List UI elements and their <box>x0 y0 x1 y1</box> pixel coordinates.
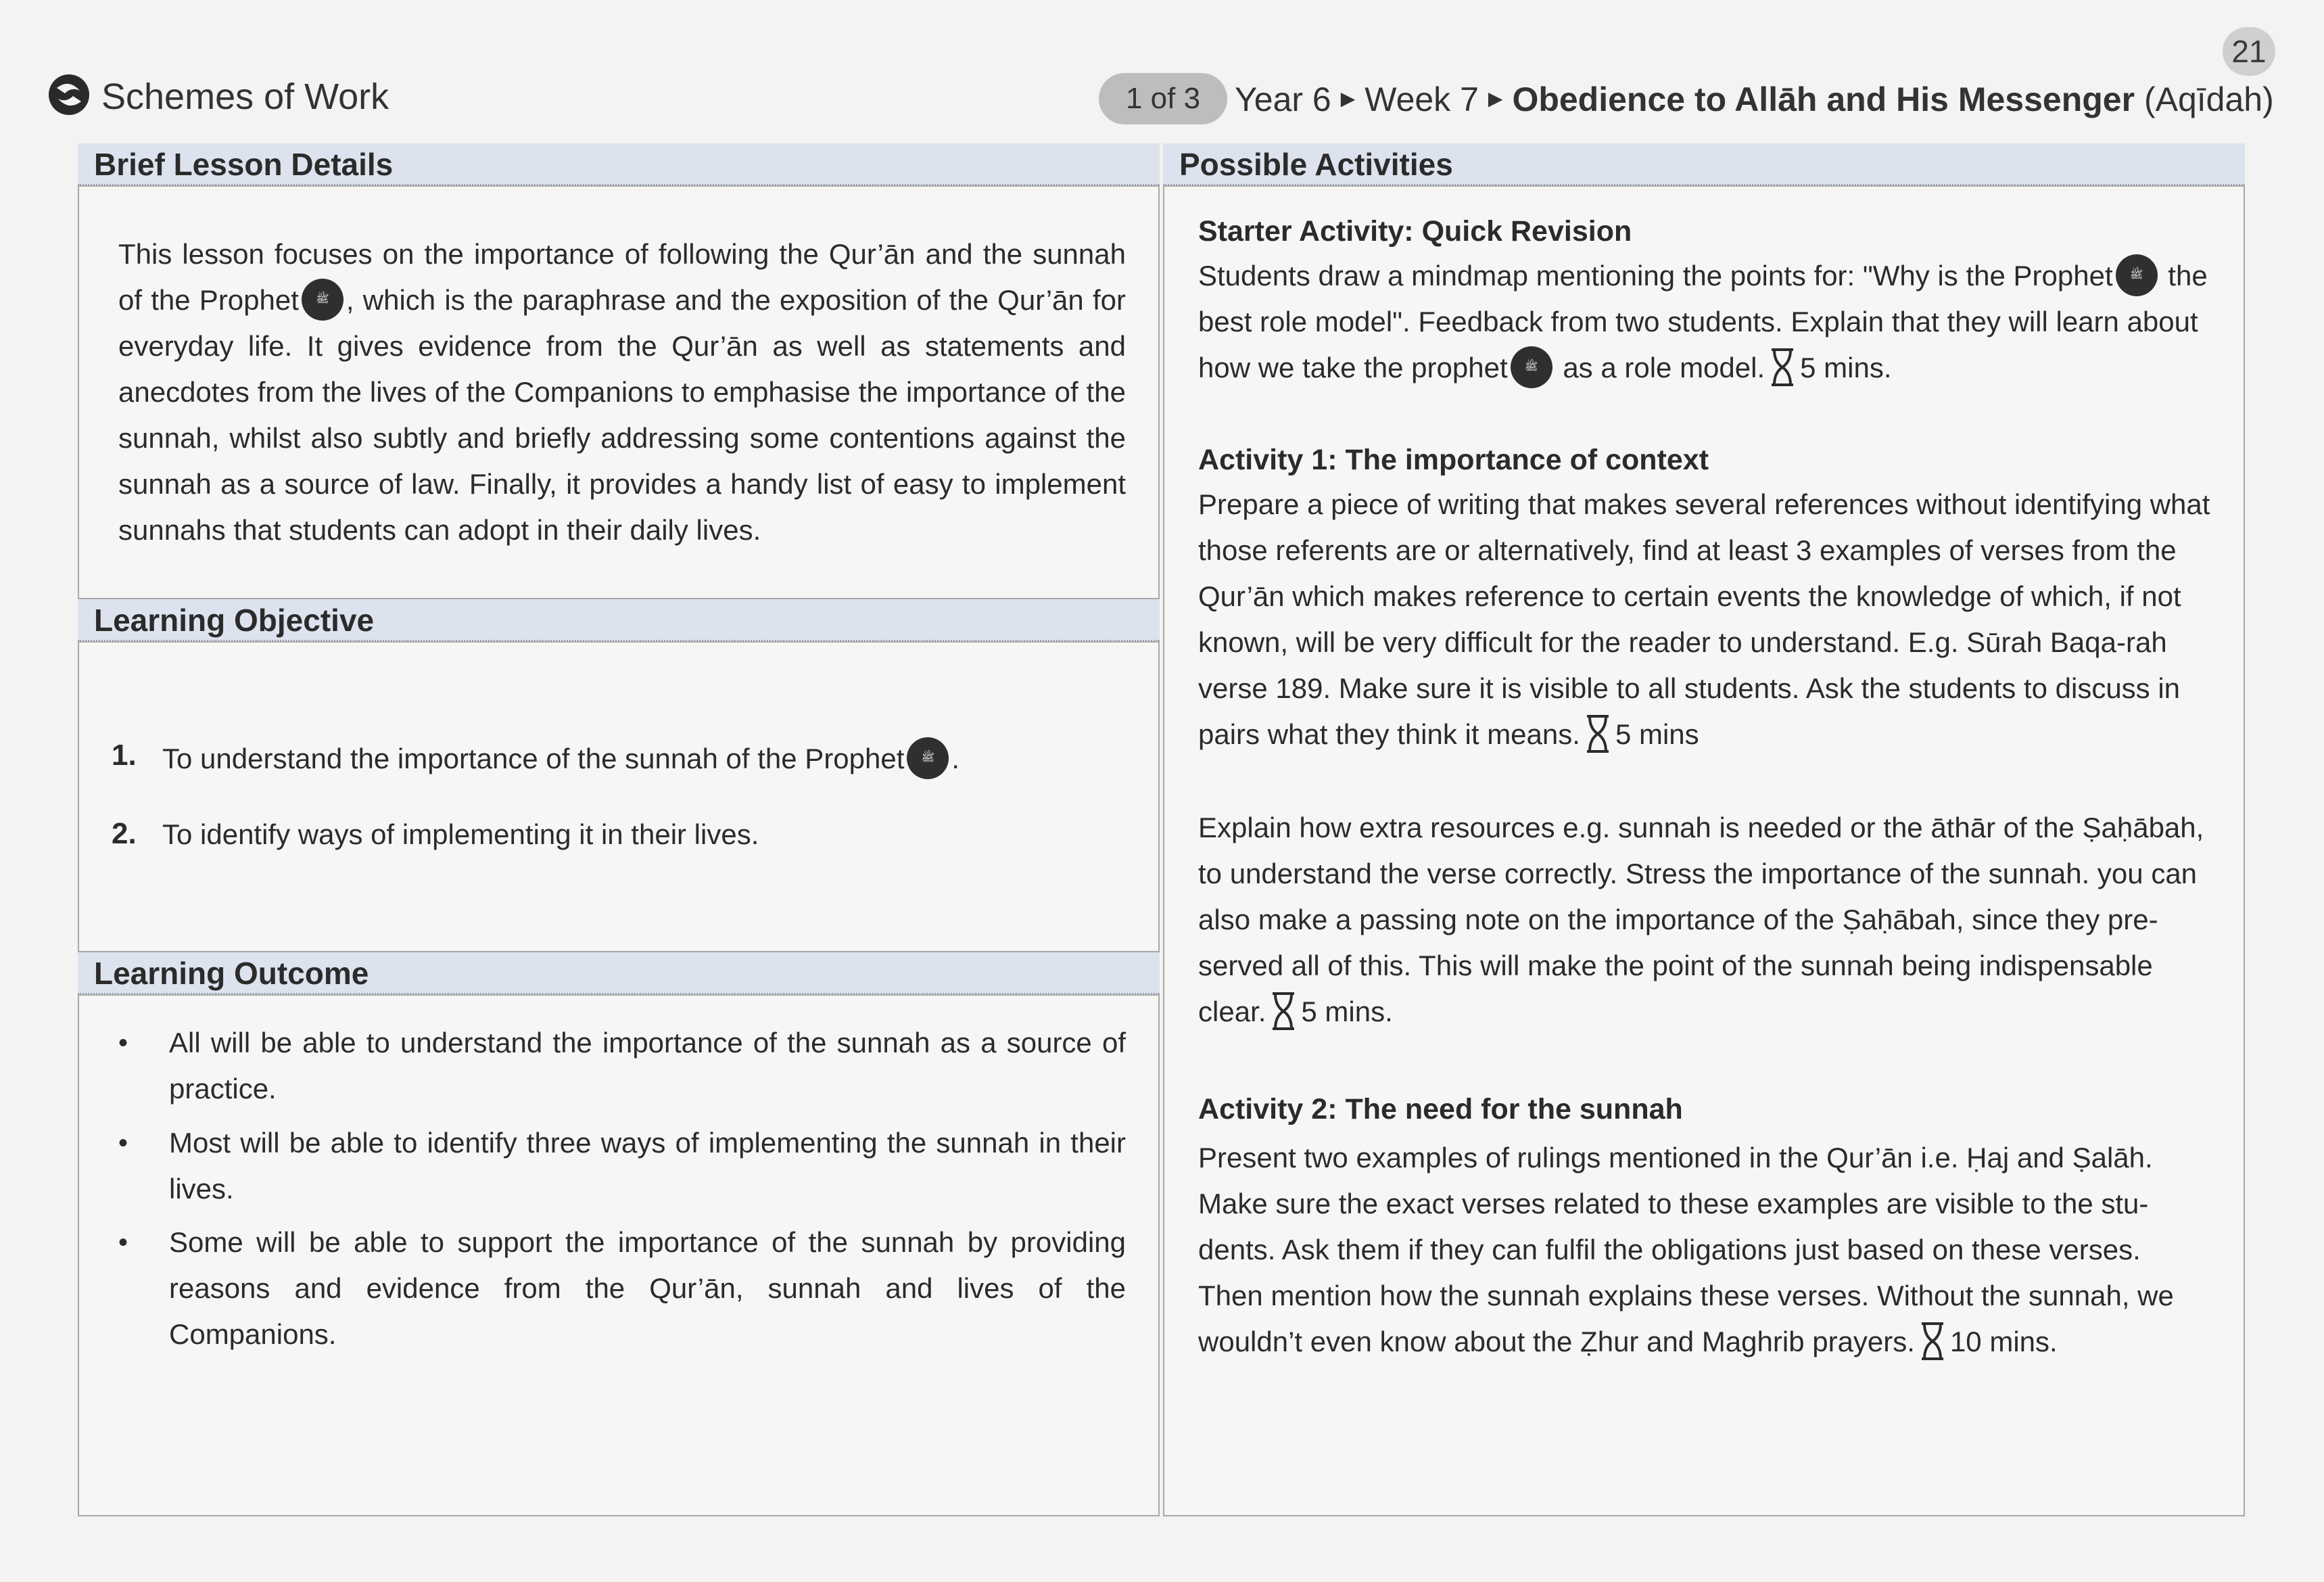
outcome-item: Some will be able to support the importance of the sunnah by providing reasons and evidence from the Qur’ān, sunnah and lives of the Companions. <box>169 1226 1126 1350</box>
salutation-seal-icon: ﷺ <box>1511 346 1552 388</box>
activity-1-title: Activity 1: The importance of context <box>1198 444 1709 476</box>
outcome-item: Most will be able to identify three ways of implementing the sunnah in their lives. <box>169 1127 1126 1205</box>
breadcrumb-week: Week 7 <box>1365 80 1479 118</box>
triangle-right-icon: ▶ <box>1340 88 1356 110</box>
page-indicator-pill: 1 of 3 <box>1099 73 1227 124</box>
activity-1-text: Prepare a piece of writing that makes several references without identifying what those referents are or alternatively, find at least 3 examples of verses from the Qur’ān which makes reference to certain events the knowledge of which, if not known, will be very difficult for the reader to understand. E.g. Sūrah Baqa-rah verse 189. Make sure it is visible to all students. Ask the students to discuss in pairs what they think it means. 5 mins <box>1198 482 2212 758</box>
brief-lesson-text: This lesson focuses on the importance of following the Qur’ān and the sunnah of the Prophet ﷺ , which is the paraphrase and the exposition of the Qur’ān for everyday life. It gives evidence from the Qur’ān as well as statements and anecdotes from the lives of the Companions to emphasise the importance of the sunnah, whilst also subtly and briefly addressing some contentions against the sunnah as a source of law. Finally, it provides a handy list of easy to implement sunnahs that students can adopt in their daily lives. <box>118 238 1126 546</box>
objective-number: 1. <box>112 739 137 772</box>
bullet-icon: • <box>118 1228 128 1257</box>
objective-number: 2. <box>112 817 137 850</box>
brand-title: Schemes of Work <box>101 76 389 117</box>
learning-objective-heading: Learning Objective <box>78 599 1160 641</box>
breadcrumb <box>1235 80 2274 119</box>
outcome-item: All will be able to understand the importance of the sunnah as a source of practice. <box>169 1027 1126 1104</box>
salutation-seal-icon: ﷺ <box>907 737 949 779</box>
activity-2-text: Present two examples of rulings mentioned in the Qur’ān i.e. Ḥaj and Ṣalāh. Make sure the exact verses related to these examples are visible to the stu-dents. Ask them if they can fulfil the obligations just based on these verses. Then mention how the sunnah explains these verses. Without the sunnah, we wouldn’t even know about the Ẓhur and Maghrib prayers. 10 mins. <box>1198 1135 2212 1365</box>
starter-activity-title: Starter Activity: Quick Revision <box>1198 215 1632 248</box>
activity-1-followup-text: Explain how extra resources e.g. sunnah is needed or the āthār of the Ṣaḥābah, to understand the verse correctly. Stress the importance of the sunnah. you can also make a passing note on the importance of the Ṣaḥābah, since they pre-served all of this. This will make the point of the sunnah being indispensable clear. 5 mins. <box>1198 805 2212 1035</box>
possible-activities-heading: Possible Activities <box>1163 143 2245 185</box>
hourglass-icon <box>1768 347 1797 388</box>
triangle-right-icon: ▶ <box>1488 88 1503 110</box>
breadcrumb-lesson-title: Obedience to Allāh and His Messenger <box>1512 80 2135 118</box>
objective-text: To identify ways of implementing it in their lives. <box>162 818 759 850</box>
bullet-icon: • <box>118 1028 128 1058</box>
starter-activity-text: Students draw a mindmap mentioning the points for: "Why is the Prophet ﷺ the best role model". Feedback from two students. Explain that they will learn about how we take the prophet ﷺ as a role model. 5 mins. <box>1198 253 2212 391</box>
hourglass-icon <box>1268 991 1298 1031</box>
page-number: 21 <box>2223 27 2275 76</box>
hourglass-icon <box>1583 714 1613 754</box>
hourglass-icon <box>1918 1321 1947 1362</box>
schemes-logo-icon <box>47 73 91 116</box>
bullet-icon: • <box>118 1128 128 1158</box>
breadcrumb-year: Year 6 <box>1235 80 1331 118</box>
learning-objective-box <box>78 641 1160 952</box>
objective-text: To understand the importance of the sunnah of the Prophet ﷺ . <box>162 740 959 782</box>
breadcrumb-subject: (Aqīdah) <box>2143 80 2274 118</box>
learning-outcome-heading: Learning Outcome <box>78 952 1160 994</box>
activity-2-title: Activity 2: The need for the sunnah <box>1198 1093 1683 1125</box>
salutation-seal-icon: ﷺ <box>2116 254 2158 296</box>
brief-lesson-heading: Brief Lesson Details <box>78 143 1160 185</box>
salutation-seal-icon: ﷺ <box>302 279 343 321</box>
